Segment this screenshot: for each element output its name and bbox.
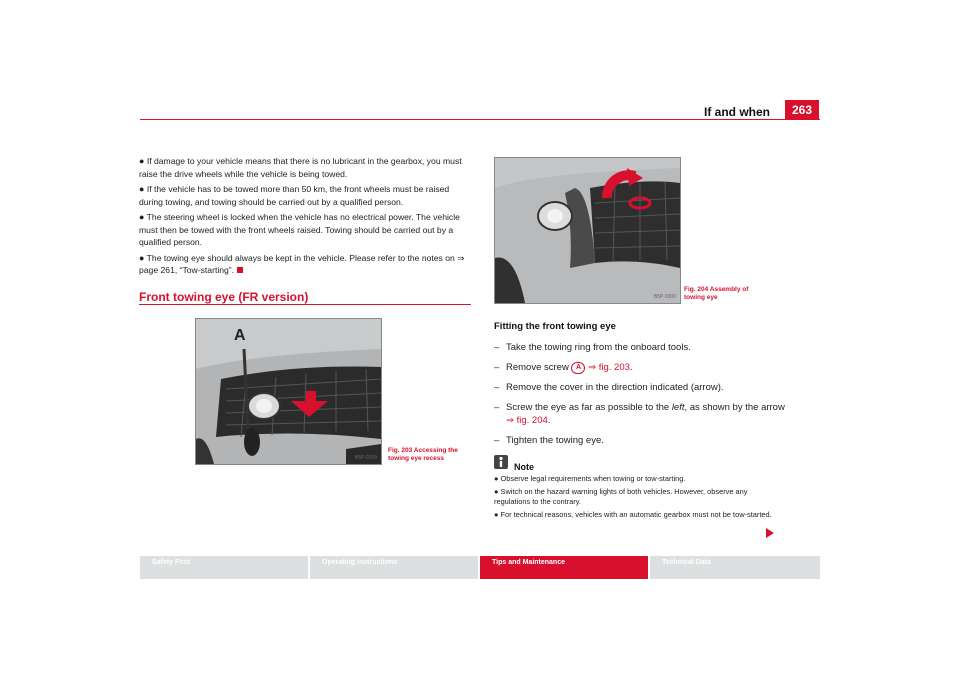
arrow-icon: ⇒ [506, 415, 514, 426]
figure-204-image [494, 157, 681, 304]
bumper-illustration [196, 319, 381, 464]
left-bullet-list [139, 155, 475, 280]
tab-safety-first[interactable]: Safety First [140, 556, 308, 579]
procedure-heading: Fitting the front towing eye [494, 321, 616, 332]
arrow-icon: ⇒ [588, 362, 597, 373]
arrow-icon: ⇒ [457, 252, 465, 263]
procedure-step: – Remove screw A ⇒ fig. 203. [494, 362, 633, 373]
bullet-icon: ● [494, 509, 499, 519]
callout-a-icon: A [571, 362, 585, 374]
bullet-item: ● If damage to your vehicle means that there is no lubricant in the gearbox, you must raise the drive wheels while the vehicle is being towed. [139, 156, 462, 179]
note-heading: Note [514, 462, 534, 472]
figure-204-caption: Fig. 204 Assembly of towing eye [684, 286, 749, 301]
note-list [494, 474, 776, 522]
header-rule [140, 119, 820, 120]
towing-eye-illustration [495, 158, 680, 303]
callout-letter: A [234, 327, 246, 344]
bullet-icon: ● [139, 156, 145, 166]
tab-operating-instructions[interactable]: Operating instructions [310, 556, 478, 579]
procedure-step: – Take the towing ring from the onboard tools. [494, 342, 691, 353]
figure-203-caption: Fig. 203 Accessing the towing eye recess [388, 447, 458, 462]
procedure-step: – Tighten the towing eye. [494, 435, 604, 446]
tab-technical-data[interactable]: Technical Data [650, 556, 820, 579]
figure-204-link[interactable]: fig. 204 [516, 415, 548, 426]
note-icon [494, 455, 508, 469]
tab-tips-and-maintenance[interactable]: Tips and Maintenance [480, 556, 648, 579]
note-item: ● Switch on the hazard warning lights of both vehicles. However, observe any regulations to the contrary. [494, 486, 748, 506]
procedure-step: – Remove the cover in the direction indicated (arrow). [494, 382, 724, 393]
section-rule [139, 304, 471, 305]
procedure-steps [494, 334, 794, 447]
chapter-title: If and when [704, 105, 770, 119]
procedure-step: – Screw the eye as far as possible to the left, as shown by the arrow ⇒ fig. 204. [494, 402, 785, 426]
figure-code: B5P-0259 [354, 455, 377, 461]
section-end-marker [237, 267, 243, 273]
page-number: 263 [785, 100, 819, 120]
next-page-arrow-icon[interactable] [766, 528, 774, 538]
bullet-icon: ● [494, 486, 499, 496]
figure-203-image [195, 318, 382, 465]
bullet-item: ● The steering wheel is locked when the vehicle has no electrical power. The vehicle must then be towed with the front wheels raised. Towing should be carried out by a qualified person. [139, 212, 460, 247]
bullet-icon: ● [139, 212, 145, 222]
bullet-item: ● If the vehicle has to be towed more than 50 km, the front wheels must be raised during towing, and towing should be carried out by a qualified person. [139, 184, 450, 207]
bullet-icon: ● [139, 184, 145, 194]
bullet-icon: ● [139, 252, 145, 263]
page-reference-link[interactable]: page 261, “Tow-starting”. [139, 265, 235, 275]
bullet-item: ● The towing eye should always be kept in the vehicle. Please refer to the notes on ⇒ page 261, “Tow-starting”. [139, 252, 465, 275]
figure-code: B5P-0300 [653, 294, 676, 300]
note-item: ● For technical reasons, vehicles with an automatic gearbox must not be tow-started. [494, 509, 772, 519]
section-heading: Front towing eye (FR version) [139, 290, 309, 304]
figure-203-link[interactable]: fig. 203 [598, 362, 630, 373]
note-item: ● Observe legal requirements when towing or tow-starting. [494, 474, 686, 483]
bullet-icon: ● [494, 474, 499, 483]
